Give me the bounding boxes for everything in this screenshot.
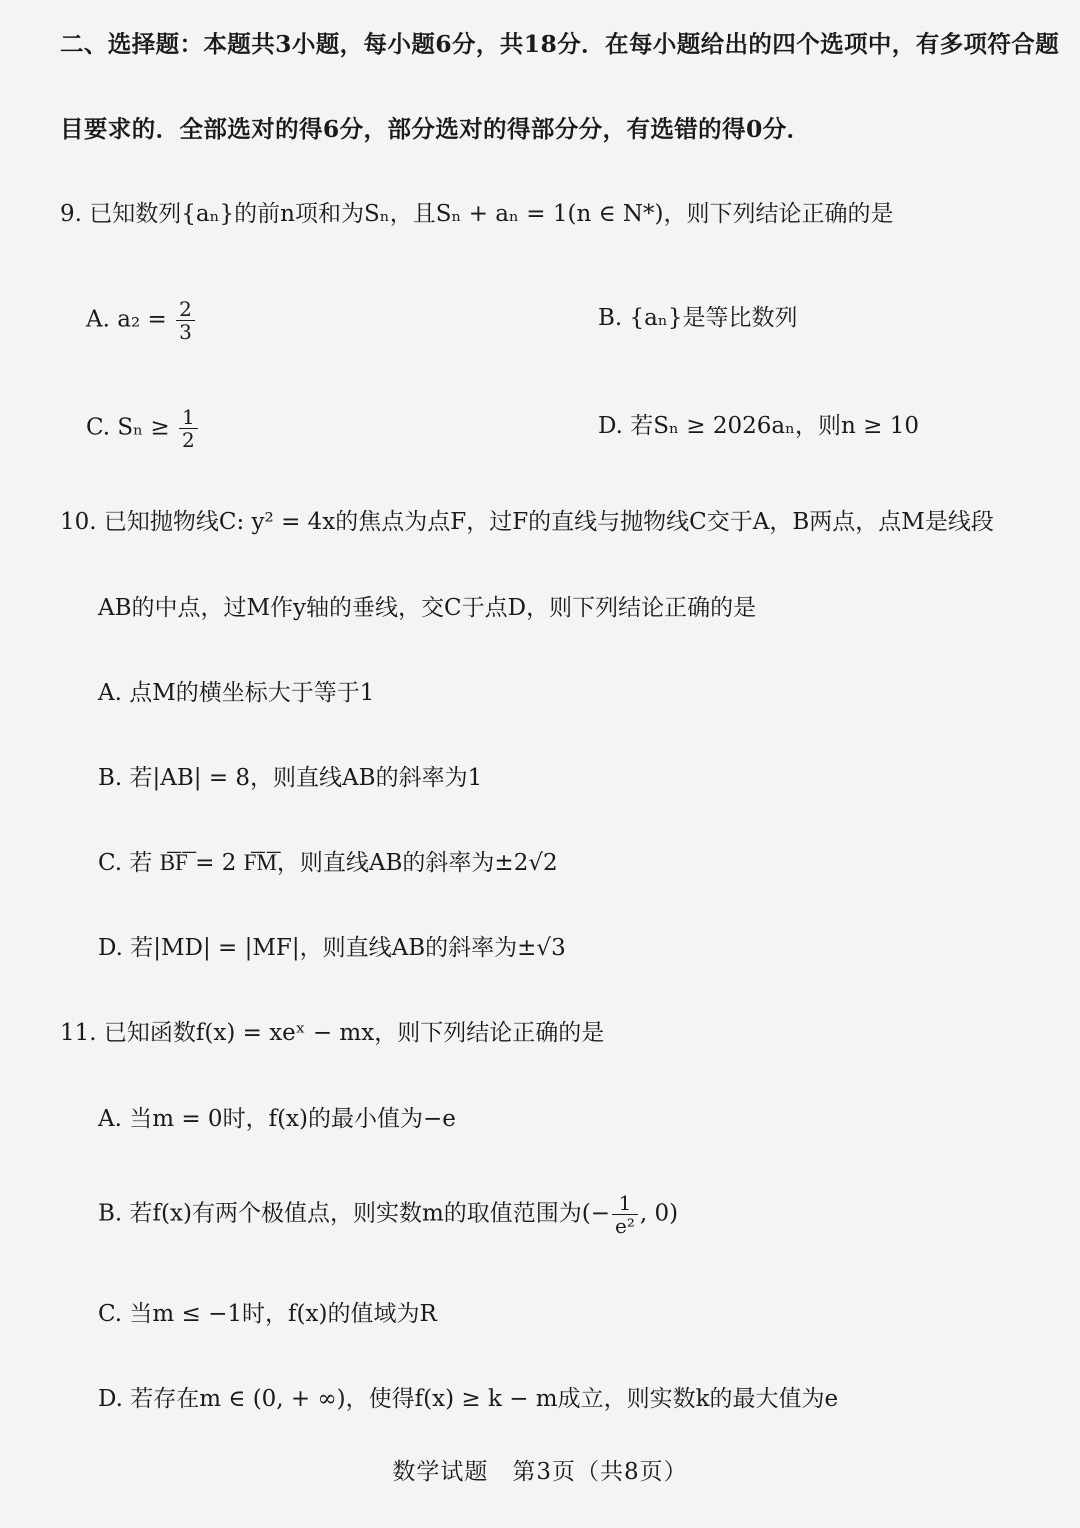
page-footer: 数学试题 第3页（共8页） [392,1459,688,1485]
section-header-line-2: 目要求的．全部选对的得6分，部分选对的得部分分，有选错的得0分． [60,115,811,143]
question-11-stem: 11. 已知函数f(x) = xeˣ − mx，则下列结论正确的是 [60,1020,605,1046]
q9-option-c-numerator: 1 [179,406,198,429]
q10-option-c: C. 若 B͞F͞ = 2 F͞M͞，则直线AB的斜率为±2√2 [98,850,558,876]
q11-option-b-numerator: 1 [612,1192,638,1215]
q9-option-a [86,298,197,343]
q9-option-a-fraction [176,298,195,343]
question-10-stem-line-1: 10. 已知抛物线C: y² = 4x的焦点为点F，过F的直线与抛物线C交于A，B两点，点M是线段 [60,509,994,535]
q10-option-b: B. 若|AB| = 8，则直线AB的斜率为1 [98,765,483,791]
q11-option-b-denominator: e² [615,1214,635,1238]
q9-option-a-denominator: 3 [179,320,192,344]
q11-option-b-suffix: , 0) [639,1200,679,1227]
q11-option-d: D. 若存在m ∈ (0, + ∞)，使得f(x) ≥ k − m成立，则实数k的最大值为e [98,1386,839,1412]
q9-option-d: D. 若Sₙ ≥ 2026aₙ，则n ≥ 10 [598,413,920,439]
q11-option-b-fraction [612,1192,638,1237]
q9-option-c [86,406,200,451]
q9-option-c-fraction [179,406,198,451]
q9-option-c-denominator: 2 [182,428,195,452]
q10-option-a: A. 点M的横坐标大于等于1 [98,680,375,706]
q11-option-b-text: B. 若f(x)有两个极值点，则实数m的取值范围为(− [98,1200,611,1227]
q9-option-b: B. {aₙ}是等比数列 [598,305,798,331]
q11-option-c: C. 当m ≤ −1时，f(x)的值域为R [98,1301,437,1327]
q9-option-c-text: C. Sₙ ≥ [86,414,170,441]
q9-option-a-numerator: 2 [176,298,195,321]
section-header-line-1: 二、选择题：本题共3小题，每小题6分，共18分．在每小题给出的四个选项中，有多项符合题 [60,30,1060,58]
question-10-stem-line-2: AB的中点，过M作y轴的垂线，交C于点D，则下列结论正确的是 [98,595,757,621]
q11-option-b [98,1192,678,1237]
q10-option-d: D. 若|MD| = |MF|，则直线AB的斜率为±√3 [98,935,566,961]
q9-option-a-text: A. a₂ = [86,306,167,333]
q11-option-a: A. 当m = 0时，f(x)的最小值为−e [98,1106,456,1132]
question-9-stem: 9. 已知数列{aₙ}的前n项和为Sₙ，且Sₙ + aₙ = 1(n ∈ N*)，则下列结论正确的是 [60,201,894,227]
